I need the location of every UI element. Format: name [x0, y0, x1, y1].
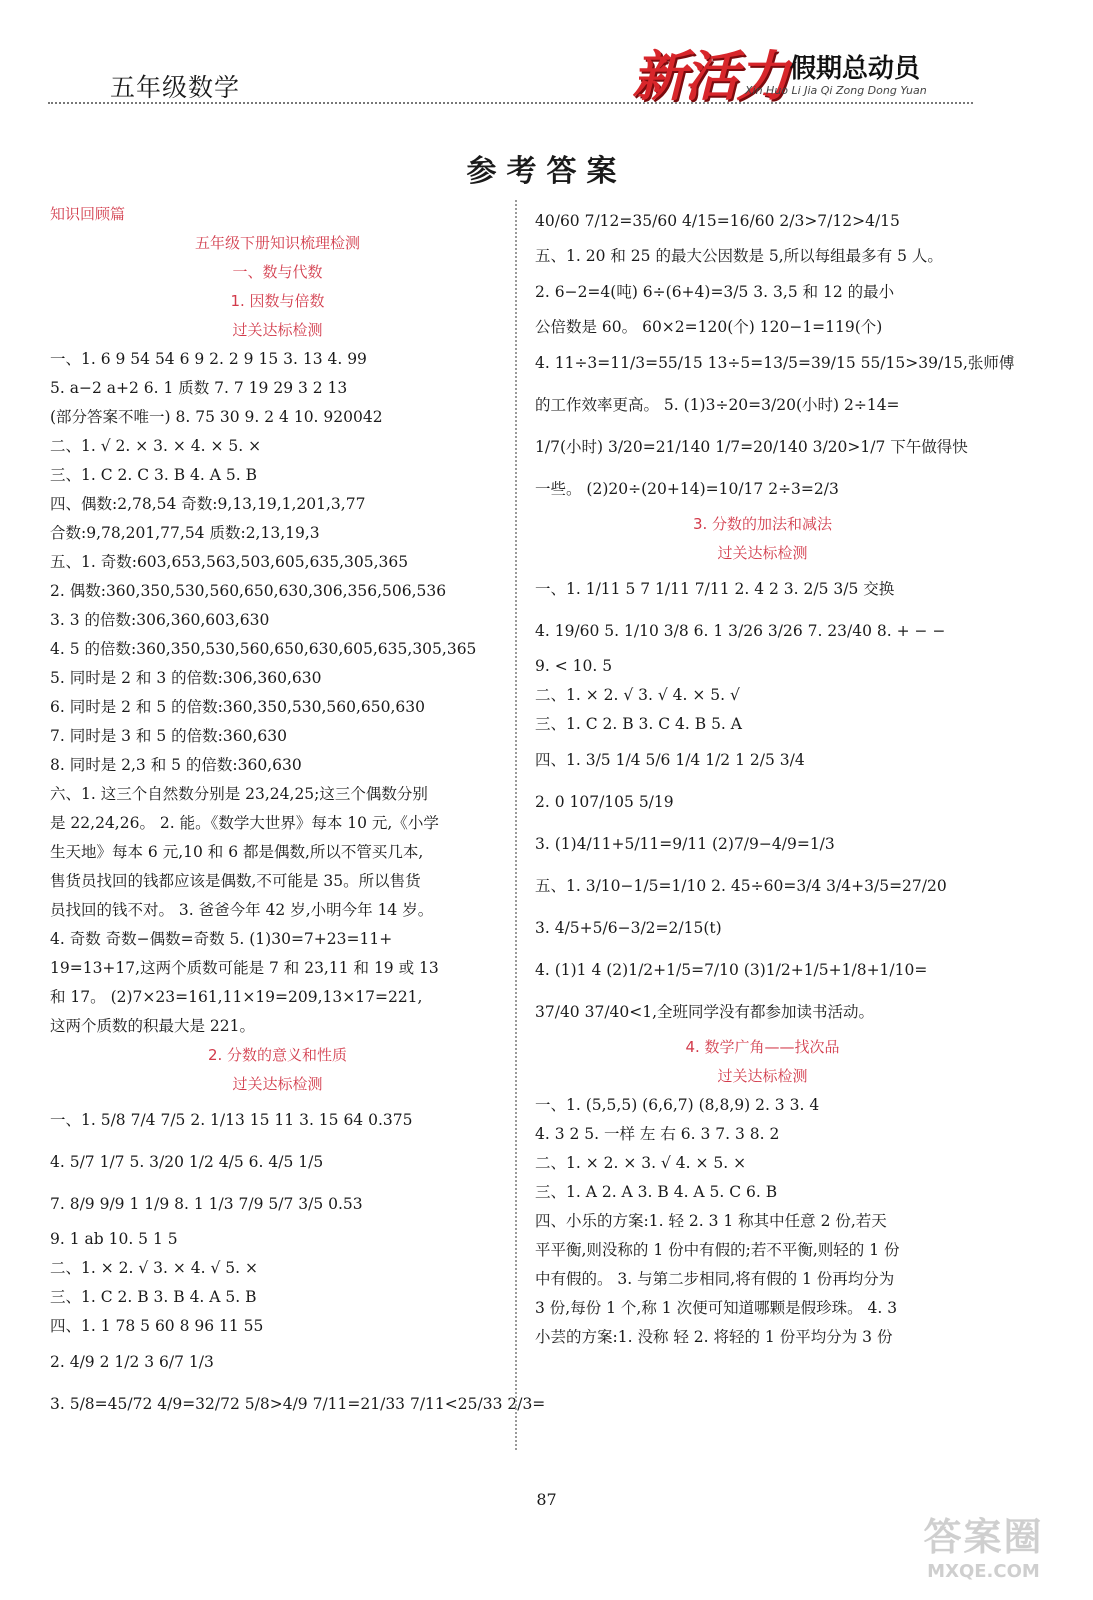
- right-line: 二、1. × 2. √ 3. √ 4. × 5. √: [535, 686, 740, 704]
- header-grade: 五年级数学: [110, 73, 241, 102]
- right-line: 三、1. C 2. B 3. C 4. B 5. A: [535, 715, 742, 733]
- left-line: 员找回的钱不对。 3. 爸爸今年 42 岁,小明今年 14 岁。: [50, 901, 434, 919]
- right-line: 3. 分数的加法和减法: [692, 515, 833, 533]
- left-line: 4. 奇数 奇数−偶数=奇数 5. (1)30=7+23=11+: [50, 930, 393, 948]
- left-line: 二、1. √ 2. × 3. × 4. × 5. ×: [50, 437, 262, 455]
- left-line: 三、1. C 2. B 3. B 4. A 5. B: [50, 1288, 257, 1306]
- left-line: 过关达标检测: [232, 1075, 323, 1093]
- right-line: 三、1. A 2. A 3. B 4. A 5. C 6. B: [535, 1183, 778, 1201]
- left-line: 一、1. 5/8 7/4 7/5 2. 1/13 15 11 3. 15 64 0.375: [50, 1111, 413, 1129]
- left-line: 五年级下册知识梳理检测: [194, 234, 360, 252]
- right-line: 3. (1)4/11+5/11=9/11 (2)7/9−4/9=1/3: [535, 835, 835, 853]
- page-title: 参考答案: [466, 154, 627, 189]
- left-line: 一、数与代数: [232, 263, 323, 281]
- left-line: 生天地》每本 6 元,10 和 6 都是偶数,所以不管买几本,: [50, 843, 424, 861]
- left-line: 知识回顾篇: [50, 205, 126, 223]
- right-line: 五、1. 3/10−1/5=1/10 2. 45÷60=3/4 3/4+3/5=27/20: [535, 877, 947, 895]
- right-line: 4. 3 2 5. 一样 左 右 6. 3 7. 3 8. 2: [535, 1125, 780, 1143]
- right-line: 2. 0 107/105 5/19: [535, 793, 674, 811]
- left-line: 6. 同时是 2 和 5 的倍数:360,350,530,560,650,630: [50, 698, 426, 716]
- left-line: 合数:9,78,201,77,54 质数:2,13,19,3: [50, 524, 320, 542]
- left-line: (部分答案不唯一) 8. 75 30 9. 2 4 10. 920042: [50, 408, 383, 426]
- left-line: 过关达标检测: [232, 321, 323, 339]
- right-line: 一些。 (2)20÷(20+14)=10/17 2÷3=2/3: [535, 480, 839, 498]
- right-column: [535, 200, 1015, 1352]
- right-line: 一、1. 1/11 5 7 1/11 7/11 2. 4 2 3. 2/5 3/5 交换: [535, 580, 895, 598]
- right-line: 3. 4/5+5/6−3/2=2/15(t): [535, 919, 722, 937]
- right-line: 五、1. 20 和 25 的最大公因数是 5,所以每组最多有 5 人。: [535, 247, 943, 265]
- left-line: 二、1. × 2. √ 3. × 4. √ 5. ×: [50, 1259, 259, 1277]
- right-line: 3 份,每份 1 个,称 1 次便可知道哪颗是假珍珠。 4. 3: [535, 1299, 898, 1317]
- left-line: 六、1. 这三个自然数分别是 23,24,25;这三个偶数分别: [50, 785, 428, 803]
- left-line: 五、1. 奇数:603,653,563,503,605,635,305,365: [50, 553, 409, 571]
- right-line: 4. (1)1 4 (2)1/2+1/5=7/10 (3)1/2+1/5+1/8+1/10=: [535, 961, 928, 979]
- left-line: 7. 同时是 3 和 5 的倍数:360,630: [50, 727, 287, 745]
- left-line: 4. 5/7 1/7 5. 3/20 1/2 4/5 6. 4/5 1/5: [50, 1153, 324, 1171]
- right-line: 4. 19/60 5. 1/10 3/8 6. 1 3/26 3/26 7. 23/40 8. + − −: [535, 622, 946, 640]
- left-line: 售货员找回的钱都应该是偶数,不可能是 35。所以售货: [50, 872, 421, 890]
- right-line: 小芸的方案:1. 没称 轻 2. 将轻的 1 份平均分为 3 份: [535, 1328, 893, 1346]
- watermark-logo-text: 答案圈: [923, 1515, 1044, 1559]
- right-line: 37/40 37/40<1,全班同学没有都参加读书活动。: [535, 1003, 875, 1021]
- right-line: 平平衡,则没称的 1 份中有假的;若不平衡,则轻的 1 份: [535, 1241, 900, 1259]
- right-line: 4. 数学广角——找次品: [685, 1038, 840, 1056]
- column-divider: [515, 200, 517, 1450]
- left-column: [50, 200, 546, 1425]
- right-line: 过关达标检测: [717, 1067, 808, 1085]
- right-line: 4. 11÷3=11/3=55/15 13÷5=13/5=39/15 55/15>39/15,张师傅: [535, 354, 1015, 372]
- right-line: 二、1. × 2. × 3. √ 4. × 5. ×: [535, 1154, 747, 1172]
- right-line: 40/60 7/12=35/60 4/15=16/60 2/3>7/12>4/15: [535, 212, 900, 230]
- right-line: 过关达标检测: [717, 544, 808, 562]
- right-line: 中有假的。 3. 与第二步相同,将有假的 1 份再均分为: [535, 1270, 895, 1288]
- left-line: 四、1. 1 78 5 60 8 96 11 55: [50, 1317, 264, 1335]
- header-rule: [48, 102, 973, 104]
- page-number: 87: [536, 1490, 557, 1509]
- left-line: 19=13+17,这两个质数可能是 7 和 23,11 和 19 或 13: [50, 959, 439, 977]
- right-line: 四、小乐的方案:1. 轻 2. 3 1 称其中任意 2 份,若天: [535, 1212, 887, 1230]
- left-line: 2. 偶数:360,350,530,560,650,630,306,356,506,536: [50, 582, 447, 600]
- left-line: 三、1. C 2. C 3. B 4. A 5. B: [50, 466, 257, 484]
- brand-logo-sub: 假期总动员: [790, 54, 921, 84]
- right-line: 2. 6−2=4(吨) 6÷(6+4)=3/5 3. 3,5 和 12 的最小: [535, 283, 895, 301]
- left-line: 7. 8/9 9/9 1 1/9 8. 1 1/3 7/9 5/7 3/5 0.53: [50, 1195, 363, 1213]
- right-line: 四、1. 3/5 1/4 5/6 1/4 1/2 1 2/5 3/4: [535, 751, 805, 769]
- left-line: 8. 同时是 2,3 和 5 的倍数:360,630: [50, 756, 302, 774]
- left-line: 3. 3 的倍数:306,360,603,630: [50, 611, 270, 629]
- right-line: 1/7(小时) 3/20=21/140 1/7=20/140 3/20>1/7 下午做得快: [535, 438, 968, 456]
- left-line: 是 22,24,26。 2. 能。《数学大世界》每本 10 元,《小学: [50, 814, 439, 832]
- brand-logo-main: 新活力: [632, 44, 788, 108]
- right-line: 一、1. (5,5,5) (6,6,7) (8,8,9) 2. 3 3. 4: [535, 1096, 820, 1114]
- right-line: 公倍数是 60。 60×2=120(个) 120−1=119(个): [535, 318, 883, 336]
- left-line: 3. 5/8=45/72 4/9=32/72 5/8>4/9 7/11=21/33 7/11<25/33 2/3=: [50, 1395, 546, 1413]
- left-line: 1. 因数与倍数: [230, 292, 325, 310]
- left-line: 和 17。 (2)7×23=161,11×19=209,13×17=221,: [50, 988, 423, 1006]
- brand-pinyin: Xin Huo Li Jia Qi Zong Dong Yuan: [745, 84, 927, 97]
- left-line: 这两个质数的积最大是 221。: [50, 1017, 256, 1035]
- left-line: 4. 5 的倍数:360,350,530,560,650,630,605,635,305,365: [50, 640, 477, 658]
- right-line: 9. < 10. 5: [535, 657, 613, 675]
- left-line: 2. 分数的意义和性质: [207, 1046, 348, 1064]
- watermark-url: MXQE.COM: [927, 1561, 1040, 1582]
- watermark: [896, 1506, 1071, 1582]
- left-line: 四、偶数:2,78,54 奇数:9,13,19,1,201,3,77: [50, 495, 366, 513]
- left-line: 5. a−2 a+2 6. 1 质数 7. 7 19 29 3 2 13: [50, 379, 348, 397]
- right-line: 的工作效率更高。 5. (1)3÷20=3/20(小时) 2÷14=: [535, 396, 900, 414]
- left-line: 5. 同时是 2 和 3 的倍数:306,360,630: [50, 669, 322, 687]
- left-line: 2. 4/9 2 1/2 3 6/7 1/3: [50, 1353, 214, 1371]
- left-line: 一、1. 6 9 54 54 6 9 2. 2 9 15 3. 13 4. 99: [50, 350, 367, 368]
- left-line: 9. 1 ab 10. 5 1 5: [50, 1230, 178, 1248]
